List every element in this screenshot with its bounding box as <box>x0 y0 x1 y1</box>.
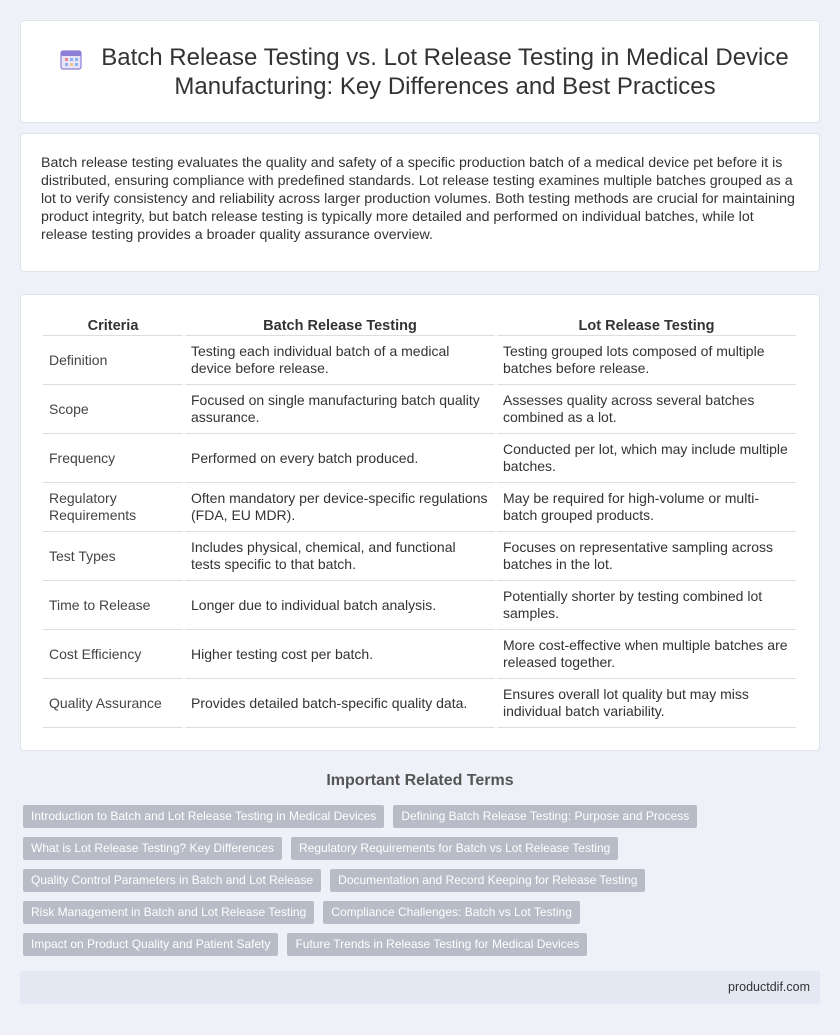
table-row <box>43 336 796 385</box>
lot-cell: Focuses on representative sampling across batches in the lot. <box>497 532 796 581</box>
tag-row <box>23 901 823 924</box>
comparison-table-card <box>20 294 820 751</box>
batch-cell: Includes physical, chemical, and functional tests specific to that batch. <box>185 532 495 581</box>
criteria-cell: Test Types <box>43 532 183 581</box>
criteria-cell: Definition <box>43 336 183 385</box>
batch-cell: Higher testing cost per batch. <box>185 630 495 679</box>
tag-row <box>23 933 823 956</box>
criteria-cell: Cost Efficiency <box>43 630 183 679</box>
lot-cell: Testing grouped lots composed of multiple batches before release. <box>497 336 796 385</box>
tag-row <box>23 837 823 860</box>
criteria-cell: Time to Release <box>43 581 183 630</box>
batch-cell: Often mandatory per device-specific regulations (FDA, EU MDR). <box>185 483 495 532</box>
lot-cell: More cost-effective when multiple batches are released together. <box>497 630 796 679</box>
table-row <box>43 679 796 728</box>
lot-cell: Ensures overall lot quality but may miss individual batch variability. <box>497 679 796 728</box>
related-terms-heading: Important Related Terms <box>326 772 514 789</box>
table-header-row <box>43 313 796 336</box>
lot-cell: Assesses quality across several batches combined as a lot. <box>497 385 796 434</box>
related-term-link[interactable]: Introduction to Batch and Lot Release Testing in Medical Devices <box>23 805 384 828</box>
tag-row <box>23 869 823 892</box>
related-term-link[interactable]: Documentation and Record Keeping for Release Testing <box>330 869 645 892</box>
related-term-link[interactable]: What is Lot Release Testing? Key Differences <box>23 837 282 860</box>
footer <box>20 971 820 1004</box>
criteria-cell: Quality Assurance <box>43 679 183 728</box>
tag-row <box>23 805 823 828</box>
table-row <box>43 581 796 630</box>
column-header-lot: Lot Release Testing <box>497 313 796 336</box>
table-row <box>43 434 796 483</box>
page-title: Batch Release Testing vs. Lot Release Testing in Medical Device Manufacturing: Key Differences and Best Practices <box>101 44 789 100</box>
related-term-link[interactable]: Defining Batch Release Testing: Purpose and Process <box>393 805 697 828</box>
table-row <box>43 532 796 581</box>
criteria-cell: Frequency <box>43 434 183 483</box>
criteria-cell: Regulatory Requirements <box>43 483 183 532</box>
batch-cell: Focused on single manufacturing batch quality assurance. <box>185 385 495 434</box>
related-term-link[interactable]: Regulatory Requirements for Batch vs Lot Release Testing <box>291 837 618 860</box>
related-term-link[interactable]: Compliance Challenges: Batch vs Lot Testing <box>323 901 580 924</box>
intro-card <box>20 133 820 272</box>
table-row <box>43 385 796 434</box>
lot-cell: May be required for high-volume or multi-batch grouped products. <box>497 483 796 532</box>
footer-site-link[interactable]: productdif.com <box>728 980 810 994</box>
batch-cell: Provides detailed batch-specific quality data. <box>185 679 495 728</box>
intro-paragraph: Batch release testing evaluates the quality and safety of a specific production batch of a medical device pet before it is distributed, ensuring compliance with predefined standards. Lot release testing examines multiple batches grouped as a lot to verify consistency and reliability across larger production volumes. Both testing methods are crucial for maintaining product integrity, but batch release testing is typically more detailed and performed on individual batches, while lot release testing provides a broader quality assurance overview. <box>41 155 795 243</box>
related-term-link[interactable]: Quality Control Parameters in Batch and Lot Release <box>23 869 321 892</box>
table-row <box>43 630 796 679</box>
lot-cell: Conducted per lot, which may include multiple batches. <box>497 434 796 483</box>
batch-cell: Longer due to individual batch analysis. <box>185 581 495 630</box>
related-term-link[interactable]: Impact on Product Quality and Patient Safety <box>23 933 278 956</box>
batch-cell: Performed on every batch produced. <box>185 434 495 483</box>
related-term-link[interactable]: Future Trends in Release Testing for Medical Devices <box>287 933 587 956</box>
table-row <box>43 483 796 532</box>
batch-cell: Testing each individual batch of a medical device before release. <box>185 336 495 385</box>
title-card <box>20 20 820 123</box>
related-term-link[interactable]: Risk Management in Batch and Lot Release Testing <box>23 901 314 924</box>
related-terms-list <box>23 805 823 965</box>
criteria-cell: Scope <box>43 385 183 434</box>
column-header-batch: Batch Release Testing <box>185 313 495 336</box>
lot-cell: Potentially shorter by testing combined lot samples. <box>497 581 796 630</box>
column-header-criteria: Criteria <box>43 313 183 336</box>
comparison-table <box>41 313 798 728</box>
